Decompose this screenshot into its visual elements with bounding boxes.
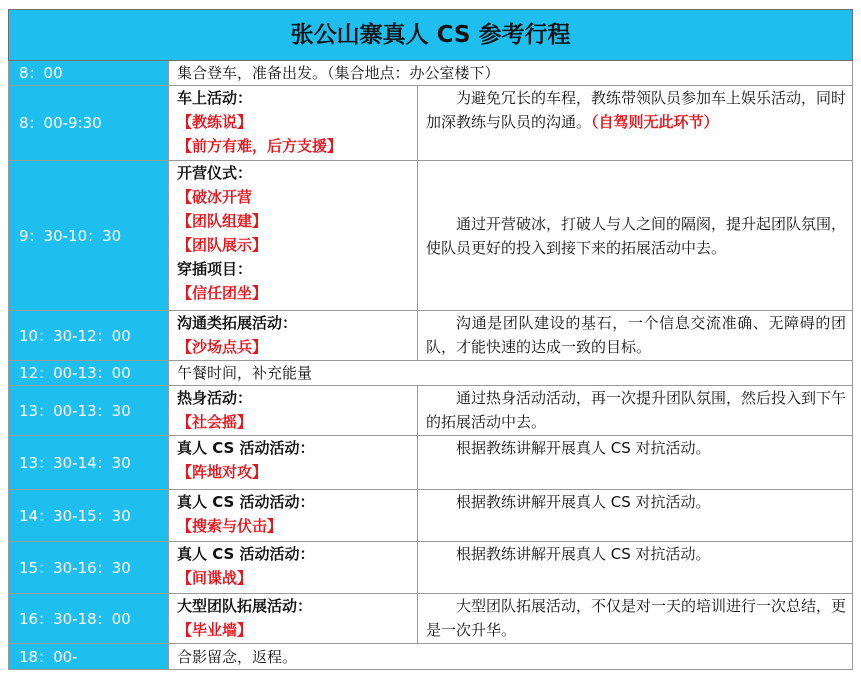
schedule-row	[9, 311, 853, 361]
time-cell: 12：00-13：00	[9, 361, 169, 386]
schedule-row	[9, 542, 853, 594]
schedule-row	[9, 436, 853, 490]
time-cell: 8：00	[9, 61, 169, 86]
time-cell: 10：30-12：00	[9, 311, 169, 361]
schedule-row	[9, 594, 853, 644]
schedule-row	[9, 361, 853, 386]
time-cell: 18：00-	[9, 644, 169, 670]
schedule-row	[9, 161, 853, 311]
time-cell: 15：30-16：30	[9, 542, 169, 594]
description-cell	[418, 86, 853, 161]
activity-cell: 午餐时间，补充能量	[169, 361, 853, 386]
activity-cell	[169, 86, 418, 161]
activity-tag: 【团队组建】	[177, 212, 268, 230]
description-cell: 根据教练讲解开展真人 CS 对抗活动。	[418, 436, 853, 490]
time-cell: 13：30-14：30	[9, 436, 169, 490]
title-row	[9, 10, 853, 61]
activity-tag: 【破冰开营	[177, 188, 253, 206]
schedule-row	[9, 86, 853, 161]
document-title: 张公山寨真人 CS 参考行程	[9, 10, 853, 61]
activity-cell	[169, 436, 418, 490]
activity-cell	[169, 311, 418, 361]
activity-label: 车上活动：	[177, 89, 253, 107]
activity-label: 真人 CS 活动活动：	[177, 439, 315, 457]
description-cell: 根据教练讲解开展真人 CS 对抗活动。	[418, 542, 853, 594]
schedule-row	[9, 61, 853, 86]
time-cell: 8：00-9:30	[9, 86, 169, 161]
activity-label: 真人 CS 活动活动：	[177, 493, 315, 511]
activity-label: 大型团队拓展活动：	[177, 597, 313, 615]
activity-cell	[169, 594, 418, 644]
activity-tag: 【搜索与伏击】	[177, 517, 283, 535]
time-cell: 13：00-13：30	[9, 386, 169, 436]
activity-cell: 集合登车，准备出发。（集合地点：办公室楼下）	[169, 61, 853, 86]
description-cell: 沟通是团队建设的基石，一个信息交流准确、无障碍的团队，才能快速的达成一致的目标。	[418, 311, 853, 361]
description-note: （自驾则无此环节）	[591, 113, 719, 131]
itinerary-table	[8, 9, 853, 670]
description-cell: 通过热身活动活动，再一次提升团队氛围，然后投入到下午的拓展活动中去。	[418, 386, 853, 436]
description-cell: 通过开营破冰，打破人与人之间的隔阂，提升起团队氛围，使队员更好的投入到接下来的拓展活动中去。	[418, 161, 853, 311]
activity-tag: 【间谍战】	[177, 569, 253, 587]
schedule-row	[9, 490, 853, 542]
activity-tag: 【社会摇】	[177, 413, 253, 431]
activity-tag: 【前方有难，后方支援】	[177, 137, 343, 155]
activity-label: 热身活动：	[177, 389, 253, 407]
description-cell: 根据教练讲解开展真人 CS 对抗活动。	[418, 490, 853, 542]
time-cell: 16：30-18：00	[9, 594, 169, 644]
activity-cell	[169, 490, 418, 542]
activity-cell	[169, 161, 418, 311]
activity-tag: 【毕业墙】	[177, 621, 253, 639]
activity-cell	[169, 386, 418, 436]
description-text: 为避免冗长的车程，教练带领队员参加车上娱乐活动，同时加深教练与队员的沟通。	[426, 89, 847, 131]
activity-cell	[169, 542, 418, 594]
activity-label: 真人 CS 活动活动：	[177, 545, 315, 563]
activity-cell: 合影留念，返程。	[169, 644, 853, 670]
activity-tag: 【信任团坐】	[177, 284, 268, 302]
time-cell: 9：30-10：30	[9, 161, 169, 311]
time-cell: 14：30-15：30	[9, 490, 169, 542]
activity-tag: 【沙场点兵】	[177, 338, 268, 356]
activity-tag: 【教练说】	[177, 113, 253, 131]
schedule-row	[9, 644, 853, 670]
activity-label: 开营仪式：	[177, 164, 253, 182]
activity-label: 穿插项目：	[177, 260, 253, 278]
description-cell: 大型团队拓展活动，不仅是对一天的培训进行一次总结，更是一次升华。	[418, 594, 853, 644]
activity-tag: 【团队展示】	[177, 236, 268, 254]
activity-tag: 【阵地对攻】	[177, 463, 268, 481]
activity-label: 沟通类拓展活动：	[177, 314, 298, 332]
schedule-row	[9, 386, 853, 436]
